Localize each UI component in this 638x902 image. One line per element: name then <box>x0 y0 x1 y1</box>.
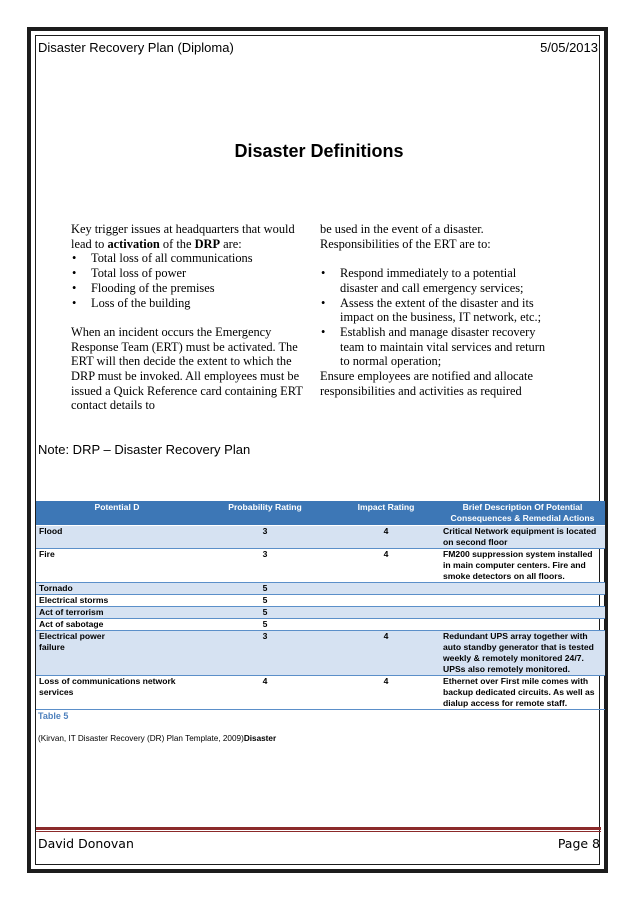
description-cell <box>440 595 605 607</box>
impact-cell <box>332 619 440 631</box>
footer-page-number: Page 8 <box>557 836 600 851</box>
description-cell: Redundant UPS array together with auto standby generator that is tested weekly & remotely monitored 24/7. UPSs also remotely monitored. <box>440 631 605 676</box>
reference-bold-text: Disaster <box>243 734 277 743</box>
table-row <box>36 595 605 607</box>
column-header-description: Brief Description Of Potential Consequences & Remedial Actions <box>440 501 605 526</box>
impact-cell: 4 <box>332 631 440 676</box>
header-title: Disaster Recovery Plan (Diploma) <box>38 40 234 55</box>
left-column <box>71 222 311 413</box>
left-intro-text: Key trigger issues at headquarters that would lead to <box>71 222 295 251</box>
hazard-cell: Loss of communications network services <box>39 676 176 697</box>
hazard-cell: Act of sabotage <box>39 619 104 629</box>
table-row <box>36 583 605 595</box>
impact-cell: 4 <box>332 526 440 549</box>
probability-cell: 5 <box>198 607 332 619</box>
impact-cell <box>332 595 440 607</box>
footer-rule-thin <box>36 831 601 832</box>
left-intro-end: are: <box>220 236 242 251</box>
hazard-cell: Act of terrorism <box>36 607 198 619</box>
left-intro-mid: of the <box>159 236 195 251</box>
description-cell: Ethernet over First mile comes with backup dedicated circuits. As well as dialup access for remote staff. <box>443 676 595 708</box>
responsibility-item: • Assess the extent of the disaster and its impact on the business, IT network, etc.; <box>320 296 555 325</box>
table-row <box>36 676 605 710</box>
probability-cell: 3 <box>262 549 268 559</box>
drp-note: Note: DRP – Disaster Recovery Plan <box>38 442 251 457</box>
right-closing: Ensure employees are notified and allocate responsibilities and activities as required <box>320 369 533 398</box>
probability-cell: 3 <box>198 526 332 549</box>
column-header-hazard: Potential D <box>36 501 198 526</box>
responsibility-item: • Establish and manage disaster recovery team to maintain vital services and return to normal operation; <box>320 325 555 369</box>
table-row <box>36 631 605 676</box>
trigger-list <box>71 251 311 310</box>
probability-cell: 5 <box>262 595 268 605</box>
description-cell: FM200 suppression system installed in main computer centers. Fire and smoke detectors on all floors. <box>443 549 593 581</box>
activation-term: activation <box>107 236 160 251</box>
trigger-item: • Total loss of all communications <box>71 251 311 266</box>
responsibility-item: • Respond immediately to a potential disaster and call emergency services; <box>320 266 555 295</box>
trigger-item: • Total loss of power <box>71 266 311 281</box>
description-cell: Critical Network equipment is located on second floor <box>440 526 605 549</box>
trigger-item: • Flooding of the premises <box>71 281 311 296</box>
hazard-cell: Flood <box>36 526 198 549</box>
table-row <box>36 619 605 631</box>
description-cell <box>440 583 605 595</box>
footer-rule <box>36 827 601 830</box>
table-row <box>36 526 605 549</box>
impact-cell: 4 <box>383 676 389 686</box>
probability-cell: 4 <box>262 676 268 686</box>
description-cell <box>440 607 605 619</box>
impact-cell: 4 <box>383 549 389 559</box>
table-row <box>36 549 605 583</box>
reference-text: (Kirvan, IT Disaster Recovery (DR) Plan Template, 2009) <box>38 734 244 743</box>
left-intro <box>71 222 311 251</box>
probability-cell: 5 <box>262 619 268 629</box>
trigger-item: • Loss of the building <box>71 296 311 311</box>
responsibility-list <box>320 266 555 369</box>
probability-cell: 3 <box>198 631 332 676</box>
table-row <box>36 607 605 619</box>
ert-paragraph: When an incident occurs the Emergency Response Team (ERT) must be activated. The ERT will then decide the extent to which the DRP must be invoked. All employees must be issued a Quick Reference card containing ERT contact details to <box>71 324 303 413</box>
footer-author: David Donovan <box>38 836 134 851</box>
impact-cell <box>332 583 440 595</box>
hazard-cell: Electrical storms <box>39 595 109 605</box>
risk-table <box>36 501 605 710</box>
hazard-cell: Electrical power failure <box>36 631 198 676</box>
table-header-row <box>36 501 605 526</box>
column-header-probability: Probability Rating <box>198 501 332 526</box>
table-caption: Table 5 <box>38 711 69 721</box>
description-cell <box>440 619 605 631</box>
probability-cell: 5 <box>198 583 332 595</box>
right-intro: be used in the event of a disaster. Responsibilities of the ERT are to: <box>320 222 491 251</box>
header-date: 5/05/2013 <box>540 40 598 55</box>
drp-term: DRP <box>194 236 221 251</box>
page-title: Disaster Definitions <box>234 141 404 161</box>
table-reference <box>38 734 276 743</box>
impact-cell <box>332 607 440 619</box>
right-column <box>320 222 555 398</box>
hazard-cell: Tornado <box>36 583 198 595</box>
column-header-impact: Impact Rating <box>332 501 440 526</box>
hazard-cell: Fire <box>39 549 55 559</box>
